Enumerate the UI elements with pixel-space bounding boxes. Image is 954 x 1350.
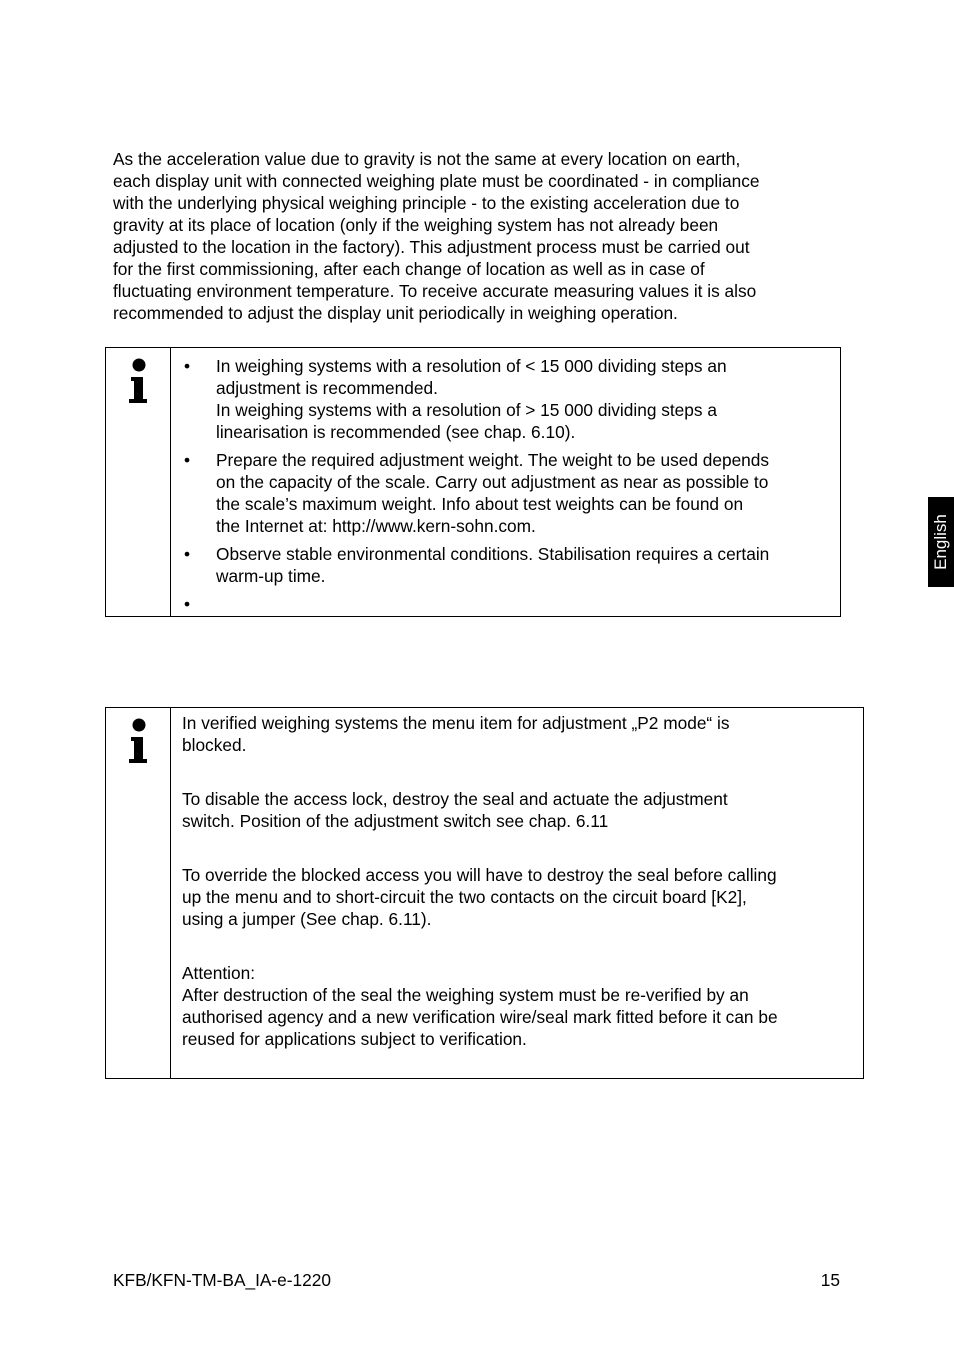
list-item: [176, 449, 834, 537]
language-tab: [928, 497, 954, 587]
note-paragraph: Attention: After destruction of the seal the weighing system must be re-verified by an authorised agency and a new verification wire/seal mark fitted before it can be reused for applications subject to verification.: [182, 963, 778, 1049]
note-box-verified-systems: [105, 707, 864, 1079]
info-icon: [125, 718, 153, 766]
verified-systems-text: [182, 712, 851, 1082]
adjustment-tips-list: [176, 355, 834, 614]
footer-doc-id: KFB/KFN-TM-BA_IA-e-1220: [113, 1270, 331, 1290]
list-item: [176, 355, 834, 443]
note-icon-cell: [106, 708, 171, 1078]
bullet: •: [183, 450, 191, 470]
note-paragraph: To disable the access lock, destroy the seal and actuate the adjustment switch. Position of the adjustment switch see chap. 6.11: [182, 789, 728, 831]
bullet-text: Observe stable environmental conditions. Stabilisation requires a certain warm-up time.: [216, 544, 770, 586]
info-icon: [125, 358, 153, 406]
note-icon-cell: [106, 348, 171, 616]
intro-paragraph: As the acceleration value due to gravity is not the same at every location on earth, each display unit with connected weighing plate must be coordinated - in compliance with the underlying physical weighing principle - to the existing acceleration due to gravity at its place of location (only if the weighing system has not already been adjusted to the location in the factory). This adjustment process must be carried out for the first commissioning, after each change of location as well as in case of fluctuating environment temperature. To receive accurate measuring values it is also recommended to adjust the display unit periodically in weighing operation.: [113, 149, 760, 323]
bullet: •: [183, 544, 191, 564]
list-item: [176, 543, 834, 587]
language-tab-label: English: [931, 514, 950, 570]
bullet: •: [183, 356, 191, 376]
note-box-adjustment-tips: [105, 347, 841, 617]
bullet-text: In weighing systems with a resolution of < 15 000 dividing steps an adjustment is recommended. In weighing systems with a resolution of > 15 000 dividing steps a linearisation is recommended (see chap. 6.10).: [216, 356, 727, 442]
footer-page-number: 15: [820, 1270, 840, 1290]
bullet-text: Prepare the required adjustment weight. The weight to be used depends on the capacity of the scale. Carry out adjustment as near as possible to the scale’s maximum weight. Info about test weights can be found on the Internet at: http://www.kern-sohn.com.: [216, 450, 770, 536]
bullet: •: [183, 594, 191, 614]
note-paragraph: To override the blocked access you will have to destroy the seal before calling up the menu and to short-circuit the two contacts on the circuit board [K2], using a jumper (See chap. 6.11).: [182, 865, 777, 929]
note-paragraph: In verified weighing systems the menu item for adjustment „P2 mode“ is blocked.: [182, 713, 730, 755]
